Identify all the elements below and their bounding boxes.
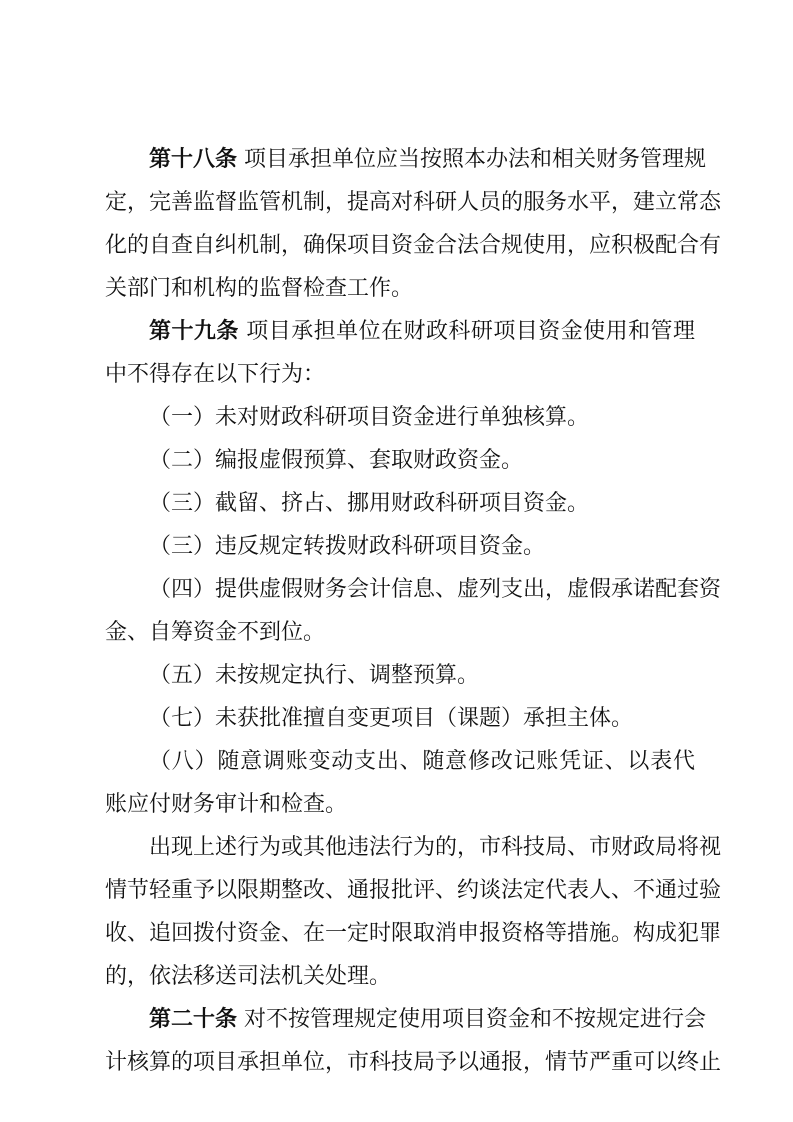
article-18-line-2: 定，完善监督监管机制，提高对科研人员的服务水平，建立常态 [105, 190, 722, 215]
article-20-title: 第二十条 [149, 1007, 238, 1032]
article-19-line-1 [149, 312, 695, 352]
article-18-line-1 [149, 140, 707, 180]
article-20-line-2: 计核算的项目承担单位，市科技局予以通报，情节严重可以终止 [105, 1050, 722, 1075]
list-item-3: （三）截留、挤占、挪用财政科研项目资金。 [149, 491, 590, 516]
list-item-6: （五）未按规定执行、调整预算。 [149, 663, 480, 688]
article-19-title: 第十九条 [149, 319, 239, 344]
article-20-line-1 [149, 1000, 707, 1040]
article-19-text-1: 项目承担单位在财政科研项目资金使用和管理 [246, 319, 695, 344]
article-18-line-3: 化的自查自纠机制，确保项目资金合法合规使用，应积极配合有 [105, 233, 722, 258]
article-19-line-2: 中不得存在以下行为： [105, 362, 326, 387]
article-18-text-1: 项目承担单位应当按照本办法和相关财务管理规 [244, 147, 707, 172]
penalty-paragraph-line-2: 情节轻重予以限期整改、通报批评、约谈法定代表人、不通过验 [105, 878, 722, 903]
penalty-paragraph-line-1: 出现上述行为或其他违法行为的，市科技局、市财政局将视 [149, 835, 722, 860]
list-item-7: （七）未获批准擅自变更项目（课题）承担主体。 [149, 706, 634, 731]
list-item-4: （三）违反规定转拨财政科研项目资金。 [149, 534, 546, 559]
article-18-line-4: 关部门和机构的监督检查工作。 [105, 276, 414, 301]
list-item-8-line-1: （八）随意调账变动支出、随意修改记账凭证、以表代 [149, 749, 695, 774]
article-18-title: 第十八条 [149, 147, 238, 172]
penalty-paragraph-line-4: 的，依法移送司法机关处理。 [105, 964, 392, 989]
list-item-1: （一）未对财政科研项目资金进行单独核算。 [149, 405, 590, 430]
list-item-2: （二）编报虚假预算、套取财政资金。 [149, 448, 524, 473]
list-item-5-line-2: 金、自筹资金不到位。 [105, 620, 326, 645]
penalty-paragraph-line-3: 收、追回拨付资金、在一定时限取消申报资格等措施。构成犯罪 [105, 921, 722, 946]
article-20-text-1: 对不按管理规定使用项目资金和不按规定进行会 [244, 1007, 707, 1032]
list-item-5-line-1: （四）提供虚假财务会计信息、虚列支出，虚假承诺配套资 [149, 577, 722, 602]
list-item-8-line-2: 账应付财务审计和检查。 [105, 792, 348, 817]
